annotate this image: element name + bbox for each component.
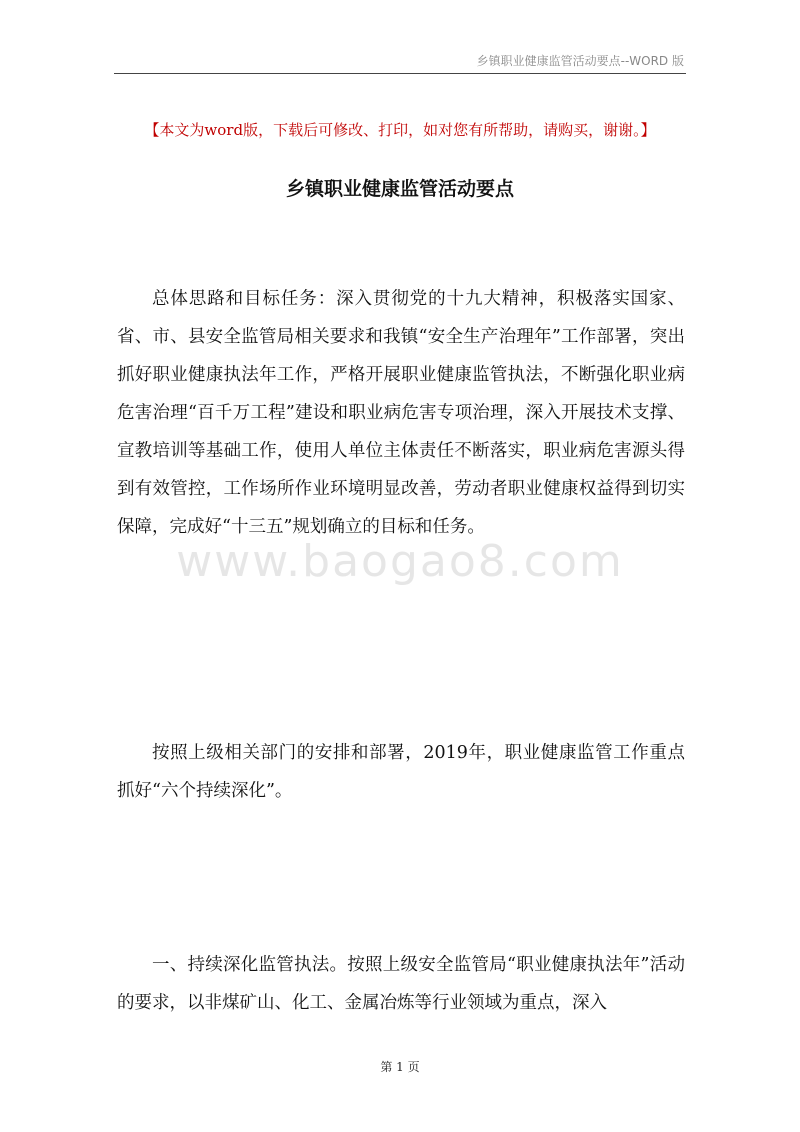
page-number: 第 1 页	[380, 1060, 420, 1074]
download-notice: 【本文为word版，下载后可修改、打印，如对您有所帮助，请购买，谢谢。】	[144, 121, 656, 139]
paragraph-section-one: 一、持续深化监管执法。按照上级安全监管局“职业健康执法年”活动的要求，以非煤矿山、化工、金属冶炼等行业领域为重点，深入	[117, 955, 685, 1013]
paragraph-arrangement: 按照上级相关部门的安排和部署，2019年，职业健康监管工作重点抓好“六个持续深化”。	[117, 743, 685, 801]
watermark: www.baogao8.com	[176, 536, 624, 587]
header-divider	[114, 73, 686, 74]
paragraph-goals: 总体思路和目标任务：深入贯彻党的十九大精神，积极落实国家、省、市、县安全监管局相关要求和我镇“安全生产治理年”工作部署，突出抓好职业健康执法年工作，严格开展职业健康监管执法，不断强化职业病危害治理“百千万工程”建设和职业病危害专项治理，深入开展技术支撑、宣教培训等基础工作，使用人单位主体责任不断落实，职业病危害源头得到有效管控，工作场所作业环境明显改善，劳动者职业健康权益得到切实保障，完成好“十三五”规划确立的目标和任务。	[117, 289, 685, 537]
document-title: 乡镇职业健康监管活动要点	[285, 178, 514, 200]
running-header: 乡镇职业健康监管活动要点--WORD 版	[476, 54, 684, 68]
